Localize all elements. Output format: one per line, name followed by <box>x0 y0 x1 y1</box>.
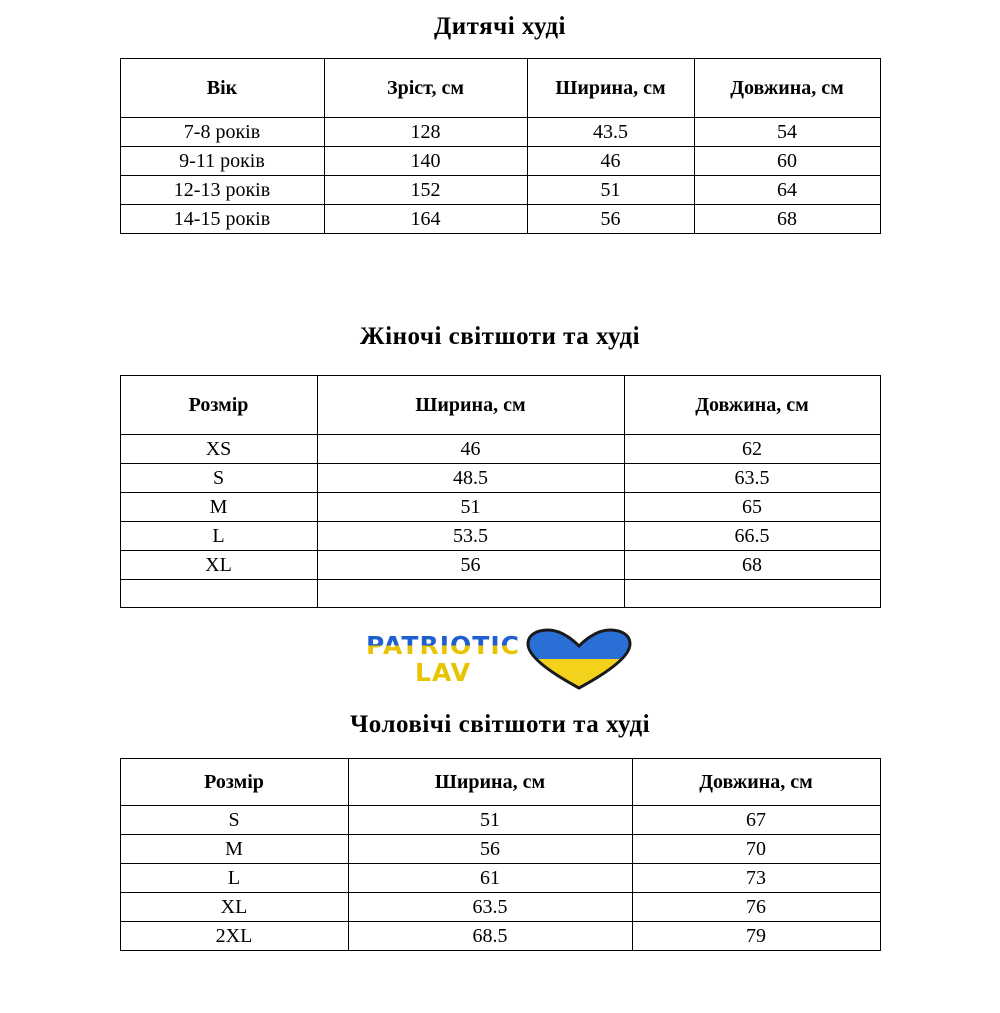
table-row <box>120 893 880 922</box>
table-header-row <box>120 759 880 806</box>
table-cell: 48.5 <box>317 464 624 493</box>
men-section-title: Чоловічі світшоти та худі <box>349 711 651 738</box>
table-cell: S <box>120 464 317 493</box>
table-cell: 46 <box>527 147 694 176</box>
table-cell: 164 <box>324 205 527 234</box>
table-cell <box>120 580 317 608</box>
table-row <box>120 864 880 893</box>
table-cell: 76 <box>632 893 880 922</box>
heart-icon <box>524 628 634 690</box>
table-cell <box>624 580 880 608</box>
table-cell: 51 <box>317 493 624 522</box>
table-cell: 43.5 <box>527 118 694 147</box>
table-cell: 51 <box>348 806 632 835</box>
table-cell: 68.5 <box>348 922 632 951</box>
table-cell: 7-8 років <box>120 118 324 147</box>
table-cell: 62 <box>624 435 880 464</box>
table-cell: 67 <box>632 806 880 835</box>
table-cell: 63.5 <box>624 464 880 493</box>
table-row <box>120 118 880 147</box>
table-row <box>120 147 880 176</box>
column-header: Довжина, см <box>624 376 880 435</box>
table-cell: M <box>120 493 317 522</box>
table-cell <box>317 580 624 608</box>
table-cell: 140 <box>324 147 527 176</box>
table-header-row <box>120 59 880 118</box>
table-row <box>120 922 880 951</box>
column-header: Ширина, см <box>317 376 624 435</box>
table-cell: S <box>120 806 348 835</box>
men-size-table <box>120 758 881 951</box>
table-cell: 79 <box>632 922 880 951</box>
column-header: Розмір <box>120 759 348 806</box>
table-cell: 56 <box>527 205 694 234</box>
table-row-empty <box>120 580 880 608</box>
table-cell: 68 <box>624 551 880 580</box>
table-cell: XS <box>120 435 317 464</box>
table-cell: 73 <box>632 864 880 893</box>
table-row <box>120 835 880 864</box>
table-cell: XL <box>120 551 317 580</box>
table-row <box>120 551 880 580</box>
table-header-row <box>120 376 880 435</box>
table-cell: 70 <box>632 835 880 864</box>
table-cell: 68 <box>694 205 880 234</box>
table-row <box>120 464 880 493</box>
table-row <box>120 205 880 234</box>
column-header: Розмір <box>120 376 317 435</box>
table-cell: 2XL <box>120 922 348 951</box>
kids-size-table <box>120 58 881 234</box>
brand-name-primary: PATRIOTIC <box>366 631 520 660</box>
table-row <box>120 435 880 464</box>
column-header: Довжина, см <box>694 59 880 118</box>
table-cell: 66.5 <box>624 522 880 551</box>
brand-name-secondary: LAV <box>415 658 471 687</box>
women-size-table <box>120 375 881 608</box>
table-cell: 9-11 років <box>120 147 324 176</box>
table-cell: 65 <box>624 493 880 522</box>
brand-logo-text <box>366 633 520 685</box>
table-cell: 60 <box>694 147 880 176</box>
women-section-title: Жіночі світшоти та худі <box>359 323 641 350</box>
size-chart-page <box>0 13 1000 1013</box>
table-cell: 61 <box>348 864 632 893</box>
table-row <box>120 806 880 835</box>
table-cell: XL <box>120 893 348 922</box>
column-header: Довжина, см <box>632 759 880 806</box>
table-cell: 152 <box>324 176 527 205</box>
column-header: Ширина, см <box>527 59 694 118</box>
column-header: Зріст, см <box>324 59 527 118</box>
kids-section-title: Дитячі худі <box>434 13 566 40</box>
table-row <box>120 493 880 522</box>
table-cell: 56 <box>317 551 624 580</box>
table-cell: 63.5 <box>348 893 632 922</box>
table-cell: 54 <box>694 118 880 147</box>
table-row <box>120 176 880 205</box>
table-cell: 14-15 років <box>120 205 324 234</box>
table-cell: 53.5 <box>317 522 624 551</box>
table-cell: 51 <box>527 176 694 205</box>
column-header: Ширина, см <box>348 759 632 806</box>
table-cell: L <box>120 522 317 551</box>
table-cell: 128 <box>324 118 527 147</box>
table-cell: L <box>120 864 348 893</box>
table-cell: 56 <box>348 835 632 864</box>
table-row <box>120 522 880 551</box>
brand-logo <box>0 626 1000 692</box>
table-cell: 46 <box>317 435 624 464</box>
column-header: Вік <box>120 59 324 118</box>
table-cell: 64 <box>694 176 880 205</box>
table-cell: 12-13 років <box>120 176 324 205</box>
table-cell: M <box>120 835 348 864</box>
